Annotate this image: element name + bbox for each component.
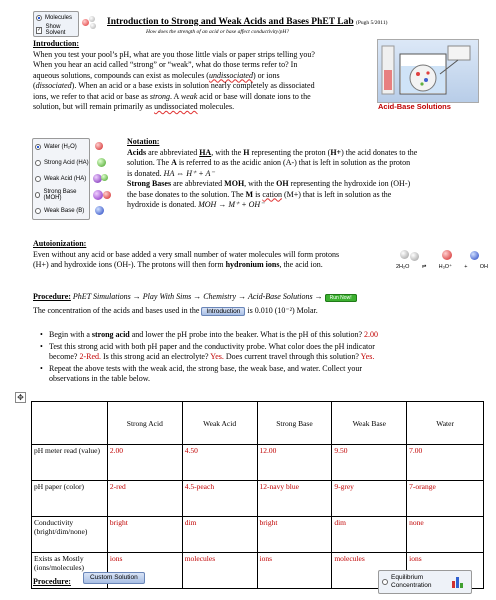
table-cell[interactable]: dim (332, 517, 407, 553)
table-header-cell: Weak Base (332, 402, 407, 445)
table-cell[interactable]: ions (257, 553, 332, 589)
reaction-label: ⇌ (421, 264, 427, 270)
table-cell[interactable]: ions (407, 553, 484, 589)
table-cell[interactable]: 12.00 (257, 445, 332, 481)
radio-button[interactable] (35, 192, 40, 198)
solution-option-strong-base[interactable] (33, 187, 89, 203)
molecules-label: Molecules (45, 15, 73, 21)
observations-table (31, 401, 484, 589)
reaction-label: H₃O⁺ (438, 264, 452, 270)
strong-base-molecule-icon (93, 190, 103, 200)
custom-solution-tab[interactable]: Custom Solution (83, 572, 145, 584)
hydroxide-icon (470, 251, 479, 260)
view-options-panel (33, 11, 79, 37)
table-header-cell (32, 402, 108, 445)
table-cell[interactable]: ions (107, 553, 182, 589)
solution-label: Strong Acid (HA) (44, 160, 89, 166)
autoionization-line: Even without any acid or base added a very small number of water molecules will form protons (33, 249, 340, 259)
hydronium-icon (442, 250, 452, 260)
radio-button[interactable] (35, 176, 41, 182)
table-row-label: Conductivity (bright/dim/none) (32, 517, 108, 553)
strong-acid-molecule-icon (97, 158, 106, 167)
equilibrium-radio[interactable] (382, 579, 388, 585)
weak-acid-molecule-icon (101, 174, 108, 181)
list-item: • Repeat the above tests with the weak acid, the strong base, the weak base, and water. Collect your observations in the table below. (40, 363, 363, 383)
show-solvent-option[interactable] (34, 24, 78, 36)
table-cell[interactable]: 4.50 (182, 445, 257, 481)
table-cell[interactable]: molecules (182, 553, 257, 589)
radio-button[interactable] (35, 208, 41, 214)
list-item: • Begin with a strong acid and lower the pH probe into the beaker. What is the pH of this solution? 2.00 (40, 330, 378, 339)
solution-label: Weak Base (B) (44, 208, 85, 214)
water-molecule-icon (400, 250, 409, 259)
autoionization-section (33, 239, 393, 271)
molecules-radio[interactable] (36, 15, 42, 21)
solution-selector-panel (32, 138, 90, 220)
table-header-row (32, 402, 484, 445)
table-header-cell: Weak Acid (182, 402, 257, 445)
autoionization-line: (H+) and hydroxide ions (OH-). The protons will then form hydronium ions, the acid ion. (33, 260, 323, 269)
sim-thumbnail (377, 39, 479, 103)
page-subtitle: How does the strength of an acid or base affect conductivity/pH? (146, 29, 290, 35)
run-now-button[interactable]: Run Now! (325, 294, 357, 302)
concentration-line: The concentration of the acids and bases used in the Introduction is 0.010 (10⁻²) Molar. (33, 306, 318, 315)
table-row-label: Exists as Mostly (ions/molecules) (32, 553, 108, 589)
instruction-list (40, 330, 484, 385)
autoionization-heading: Autoionization: (33, 239, 87, 248)
table-row (32, 517, 484, 553)
intro-line: solution, but will remain primarily as undissociated molecules. (33, 102, 235, 111)
radio-button[interactable] (35, 160, 41, 166)
table-cell[interactable]: 9.50 (332, 445, 407, 481)
table-cell[interactable]: 2-red (107, 481, 182, 517)
sim-caption: Acid-Base Solutions (378, 102, 451, 111)
page-title: Introduction to Strong and Weak Acids and Bases PhET Lab (Pugh 5/2011) (107, 17, 388, 27)
table-row-label: pH paper (color) (32, 481, 108, 517)
table-header-cell: Strong Acid (107, 402, 182, 445)
notation-line: is donated. HA ⇔ H⁺ + A⁻ (127, 168, 215, 178)
table-cell[interactable]: 9-grey (332, 481, 407, 517)
reaction-label: 2H₂O (396, 264, 410, 270)
procedure-heading-footer: Procedure: (33, 577, 71, 586)
reaction-label: OH (479, 264, 488, 270)
solution-option-water[interactable] (33, 139, 89, 155)
radio-button[interactable] (35, 144, 41, 150)
table-row (32, 445, 484, 481)
notation-line: hydroxide is donated. MOH → M⁺ + OH⁻ (127, 200, 265, 209)
notation-line: the base donates to the solution. The M is cation (M+) that is left in solution as the (127, 189, 392, 199)
introduction-tab[interactable]: Introduction (201, 307, 245, 316)
intro-line: (dissociated). When an acid or a base exists in solution nearly completely as dissociated (33, 81, 315, 90)
solution-label: Strong Base (MOH) (43, 189, 77, 201)
notation-line: solution. The A is referred to as the acidic anion (A-) that is left in solution as the proton (127, 158, 411, 167)
water-molecule-icon (410, 252, 419, 261)
bar-graph-icon (451, 575, 465, 589)
checkbox-icon[interactable]: ✓ (37, 26, 42, 33)
table-row-label: pH meter read (value) (32, 445, 108, 481)
table-header-cell: Water (407, 402, 484, 445)
water-molecule-icon (95, 142, 103, 150)
show-solvent-label: Show Solvent (45, 24, 66, 36)
table-cell[interactable]: 7-orange (407, 481, 484, 517)
list-item: • Test this strong acid with both pH paper and the conductivity probe. What color does the pH indicator become? 2-Red. Is this strong acid an electrolyte? Yes. Does current travel through this solution? Yes. (40, 341, 375, 361)
table-cell[interactable]: 2.00 (107, 445, 182, 481)
table-row (32, 481, 484, 517)
notation-line: Strong Bases are abbreviated MOH, with the OH representing the hydroxide ion (OH-) (127, 179, 411, 188)
table-cell[interactable]: 12-navy blue (257, 481, 332, 517)
notation-heading: Notation: (127, 137, 160, 146)
autoionization-reaction-illustration (396, 248, 488, 276)
reaction-label: + (464, 264, 468, 270)
intro-line: When you test your pool’s pH, what are you those little vials or paper strips telling you? (33, 49, 315, 59)
notation-line: Acids are abbreviated HA, with the H representing the proton (H+) the acid donates to the (127, 147, 418, 157)
table-cell[interactable]: dim (182, 517, 257, 553)
equilibrium-label: Equilibrium Concentration (391, 574, 432, 589)
intro-line: When you hear an acid called “strong” or “weak”, what do those terms refer to? In (33, 60, 298, 69)
intro-line: aqueous solutions, compounds can exist as molecules (undissociated) or ions (33, 70, 280, 80)
strong-base-molecule-icon (103, 191, 111, 199)
procedure-heading: Procedure: (33, 292, 71, 301)
molecules-option[interactable] (34, 12, 78, 24)
table-cell[interactable]: 4.5-peach (182, 481, 257, 517)
beaker-illustration (378, 40, 478, 102)
procedure-path: PhET Simulations → Play With Sims → Chemistry → Acid-Base Solutions → (70, 292, 323, 301)
solution-label: Weak Acid (HA) (44, 176, 87, 182)
solution-option-weak-base[interactable] (33, 203, 89, 219)
introduction-heading: Introduction: (33, 39, 80, 48)
table-move-handle-icon[interactable]: ✥ (15, 392, 26, 403)
solution-option-strong-acid[interactable] (33, 155, 89, 171)
notation-section (127, 137, 482, 211)
equilibrium-concentration-option[interactable] (378, 570, 472, 594)
intro-line: ions, we refer to that acid or base as strong. A weak acid or base will donate ions to the (33, 91, 311, 101)
molecule-icons (91, 140, 121, 218)
molecule-balls-icon (82, 14, 98, 30)
weak-base-molecule-icon (95, 206, 104, 215)
table-cell[interactable]: 7.00 (407, 445, 484, 481)
procedure-line (33, 292, 483, 304)
table-cell[interactable]: bright (257, 517, 332, 553)
solution-option-weak-acid[interactable] (33, 171, 89, 187)
table-cell[interactable]: molecules (332, 553, 407, 589)
table-cell[interactable]: bright (107, 517, 182, 553)
introduction-section (33, 39, 373, 113)
solution-label: Water (H₂O) (44, 144, 77, 150)
table-cell[interactable]: none (407, 517, 484, 553)
table-header-cell: Strong Base (257, 402, 332, 445)
